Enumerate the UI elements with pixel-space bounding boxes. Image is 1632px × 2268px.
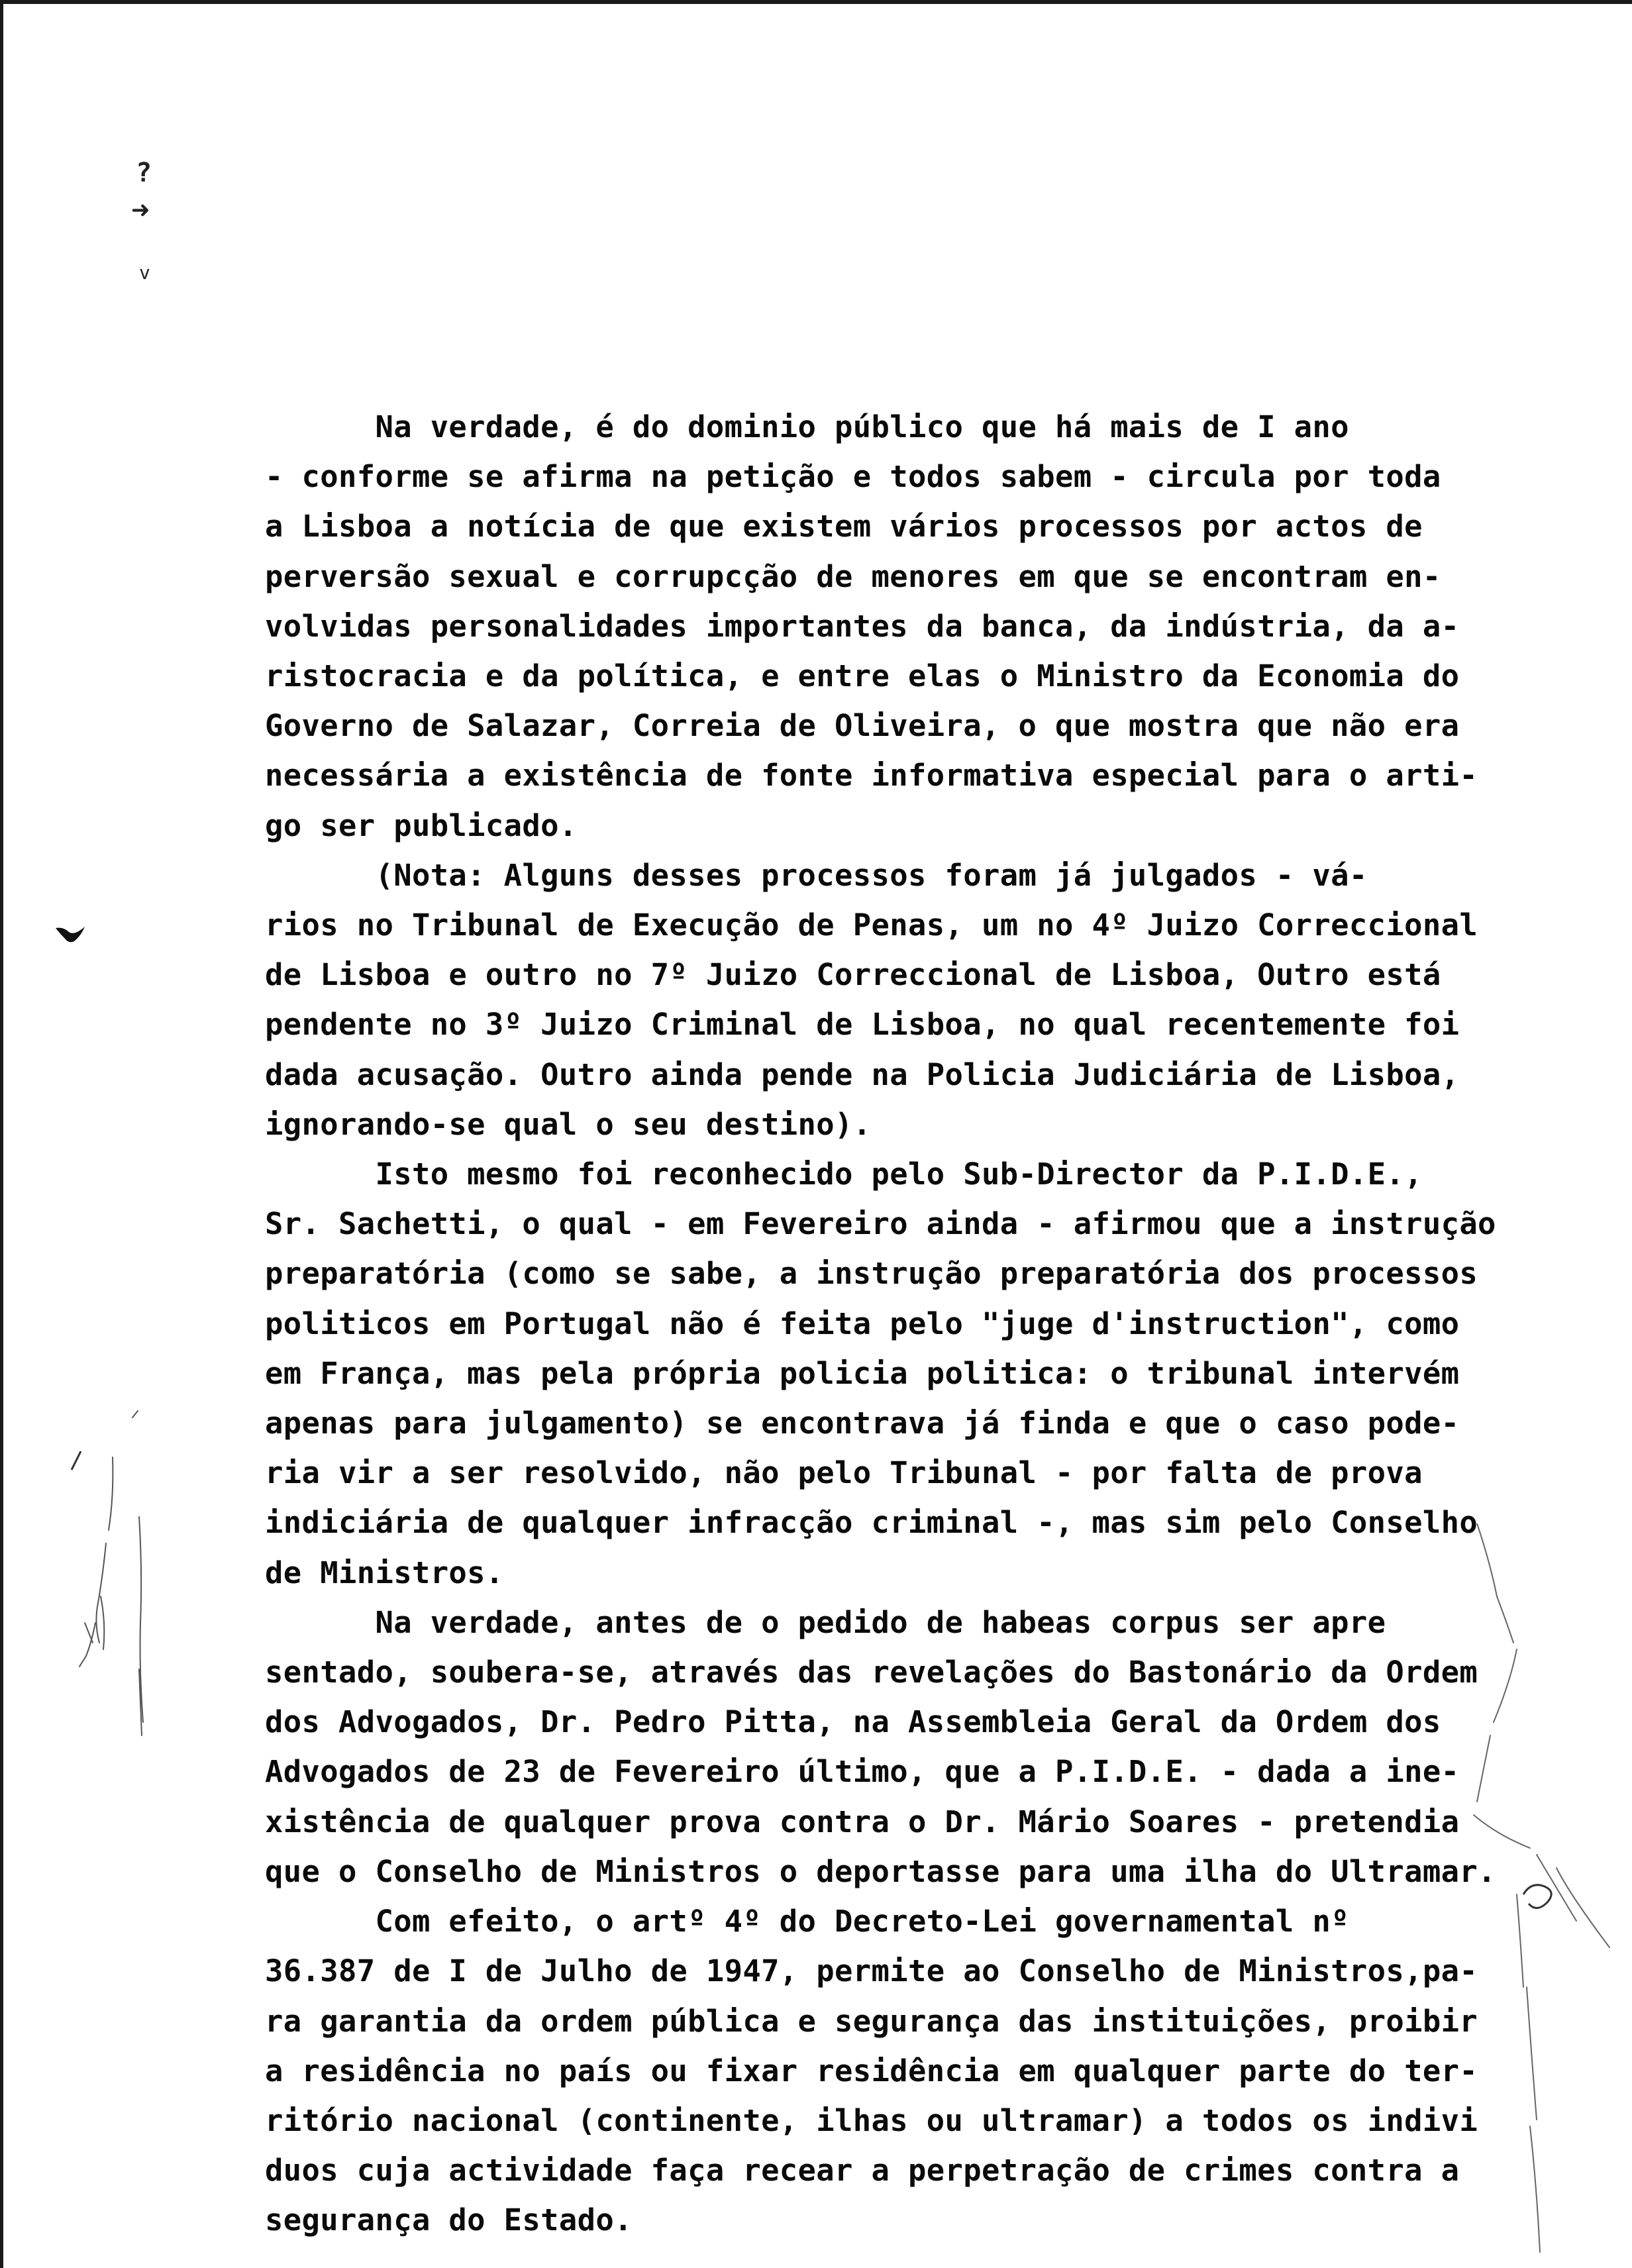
text-line: - conforme se afirma na petição e todos sabem - circula por toda xyxy=(265,459,1441,495)
margin-small-mark: v xyxy=(139,262,150,284)
text-line: segurança do Estado. xyxy=(265,2202,633,2238)
page-border-left xyxy=(0,0,3,2268)
text-line: Na verdade, antes de o pedido de habeas corpus ser apre xyxy=(265,1604,1386,1640)
text-line: ria vir a ser resolvido, não pelo Tribunal - por falta de prova xyxy=(265,1455,1423,1491)
ink-blot-icon xyxy=(54,924,89,944)
text-line: rios no Tribunal de Execução de Penas, um no 4º Juizo Correccional xyxy=(265,907,1478,943)
text-line: Na verdade, é do dominio público que há mais de I ano xyxy=(265,409,1349,444)
text-line: ritório nacional (continente, ilhas ou ultramar) a todos os indivi xyxy=(265,2102,1478,2138)
text-line: de Ministros. xyxy=(265,1555,504,1590)
text-line: duos cuja actividade faça recear a perpetração de crimes contra a xyxy=(265,2153,1460,2189)
text-line: Sr. Sachetti, o qual - em Fevereiro ainda - afirmou que a instrução xyxy=(265,1206,1496,1242)
margin-question-mark: ? xyxy=(136,158,152,188)
text-line: politicos em Portugal não é feita pelo "juge d'instruction", como xyxy=(265,1306,1460,1341)
text-line: volvidas personalidades importantes da banca, da indústria, da a- xyxy=(265,608,1460,644)
text-line: apenas para julgamento) se encontrava já finda e que o caso pode- xyxy=(265,1406,1460,1441)
text-line: pendente no 3º Juizo Criminal de Lisboa, no qual recentemente foi xyxy=(265,1007,1460,1043)
text-line: ignorando-se qual o seu destino). xyxy=(265,1106,872,1142)
text-line: de Lisboa e outro no 7º Juizo Correccional de Lisboa, Outro está xyxy=(265,957,1441,993)
text-line: preparatória (como se sabe, a instrução preparatória dos processos xyxy=(265,1256,1478,1292)
text-line: dos Advogados, Dr. Pedro Pitta, na Assembleia Geral da Ordem dos xyxy=(265,1704,1441,1740)
text-line: em França, mas pela própria policia politica: o tribunal intervém xyxy=(265,1355,1460,1391)
document-body xyxy=(265,402,1603,2245)
text-line: xistência de qualquer prova contra o Dr. Mário Soares - pretendia xyxy=(265,1804,1460,1839)
text-line: dada acusação. Outro ainda pende na Policia Judiciária de Lisboa, xyxy=(265,1057,1460,1092)
text-line: 36.387 de I de Julho de 1947, permite ao Conselho de Ministros,pa- xyxy=(265,1953,1478,1989)
text-line: necessária a existência de fonte informativa especial para o arti- xyxy=(265,758,1478,794)
text-line: ra garantia da ordem pública e segurança das instituições, proibir xyxy=(265,2003,1478,2039)
text-line: (Nota: Alguns desses processos foram já julgados - vá- xyxy=(265,857,1368,893)
text-line: Governo de Salazar, Correia de Oliveira, o que mostra que não era xyxy=(265,708,1460,744)
page-border-top xyxy=(0,0,1632,4)
text-line: Com efeito, o artº 4º do Decreto-Lei governamental nº xyxy=(265,1904,1349,1939)
text-line: indiciária de qualquer infracção criminal -, mas sim pelo Conselho xyxy=(265,1505,1478,1541)
margin-arrow-icon: ➜ xyxy=(131,192,150,228)
pencil-scribble-icon xyxy=(40,1404,179,2053)
text-line: Isto mesmo foi reconhecido pelo Sub-Director da P.I.D.E., xyxy=(265,1157,1423,1192)
text-line: perversão sexual e corrupcção de menores em que se encontram en- xyxy=(265,558,1441,594)
text-line: Advogados de 23 de Fevereiro último, que a P.I.D.E. - dada a ine- xyxy=(265,1754,1460,1790)
text-line: go ser publicado. xyxy=(265,807,578,843)
text-line: sentado, soubera-se, através das revelações do Bastonário da Ordem xyxy=(265,1655,1478,1690)
text-line: que o Conselho de Ministros o deportasse para uma ilha do Ultramar. xyxy=(265,1853,1496,1889)
text-line: ristocracia e da política, e entre elas o Ministro da Economia do xyxy=(265,658,1460,694)
text-line: a residência no país ou fixar residência em qualquer parte do ter- xyxy=(265,2053,1478,2088)
text-line: a Lisboa a notícia de que existem vários processos por actos de xyxy=(265,509,1423,544)
